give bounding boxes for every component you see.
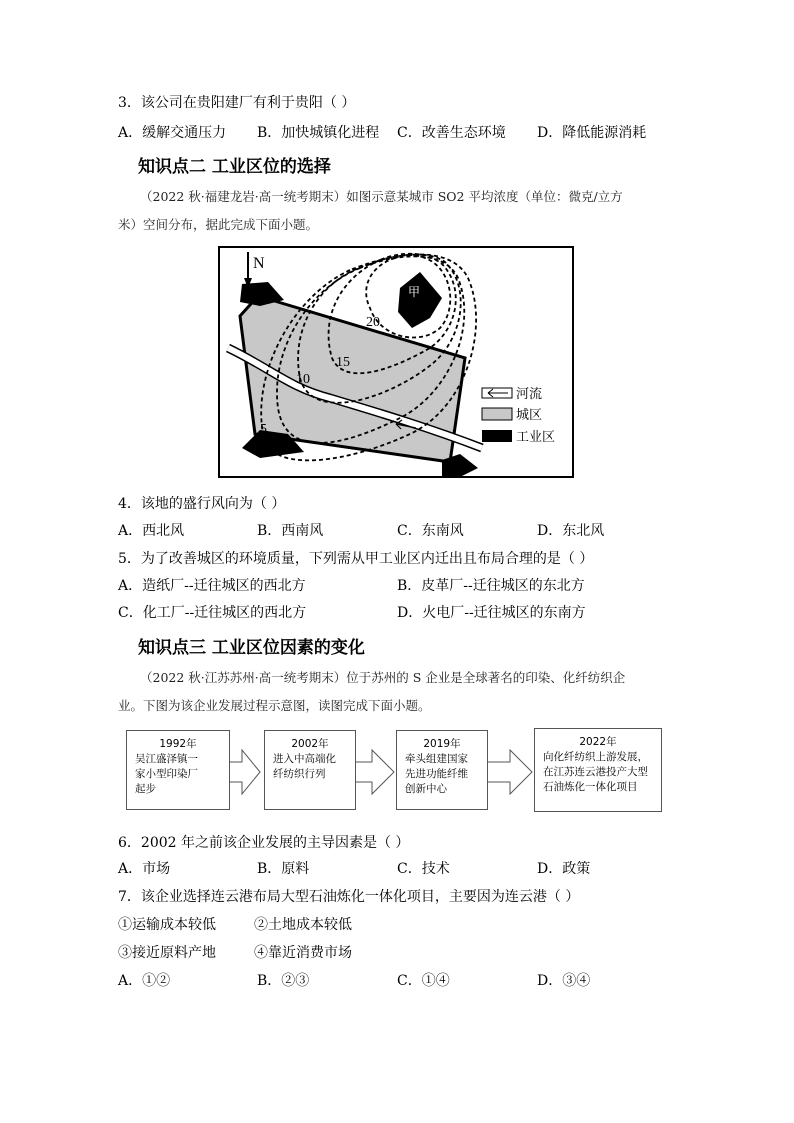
flow-arrow-2 — [352, 750, 394, 794]
q7-option-a: A．①② — [118, 973, 171, 989]
flow-step-2002-year: 2002年 — [291, 738, 329, 750]
q5-option-b: B．皮革厂--迁往城区的东北方 — [397, 578, 585, 594]
so2-map-figure — [218, 246, 574, 478]
flow-step-2019-line2: 先进功能纤维 — [405, 768, 468, 780]
section-2-intro-line1: （2022 秋·福建龙岩·高一统考期末）如图示意某城市 SO2 平均浓度（单位：微克/立方 — [140, 189, 623, 204]
legend-industrial: 工业区 — [516, 430, 556, 445]
factory-label-jia: 甲 — [408, 285, 421, 299]
section-3-title: 知识点三 工业区位因素的变化 — [138, 638, 365, 658]
flow-step-1992-line2: 家小型印染厂 — [135, 768, 198, 780]
flow-step-2019 — [396, 730, 488, 810]
q7-stem: 7．该企业选择连云港布局大型石油炼化一体化项目，主要因为连云港（ ） — [118, 889, 580, 905]
q4-option-a: A．西北风 — [118, 523, 185, 539]
q6-option-a: A．市场 — [118, 861, 171, 877]
q6-stem: 6．2002 年之前该企业发展的主导因素是（ ） — [118, 835, 410, 851]
q6-option-c: C．技术 — [397, 861, 450, 877]
q3-stem: 3．该公司在贵阳建厂有利于贵阳（ ） — [118, 95, 356, 111]
section-2-intro-line2: 米）空间分布，据此完成下面小题。 — [118, 217, 319, 232]
q7-item-2: ②土地成本较低 — [254, 917, 352, 933]
q7-item-1: ①运输成本较低 — [118, 917, 216, 933]
q7-item-4: ④靠近消费市场 — [254, 945, 352, 961]
q3-option-b: B．加快城镇化进程 — [257, 125, 380, 141]
q4-option-c: C．东南风 — [397, 523, 464, 539]
north-label: N — [253, 255, 265, 272]
flow-step-2022-line2: 在江苏连云港投产大型 — [543, 766, 648, 778]
flow-step-1992-year: 1992年 — [159, 738, 197, 750]
q5-option-d: D．火电厂--迁往城区的东南方 — [397, 605, 586, 621]
contour-label-5: 5 — [260, 422, 267, 437]
section-3-intro — [118, 664, 678, 720]
flow-step-2019-line1: 牵头组建国家 — [405, 753, 468, 765]
q7-option-b: B．②③ — [257, 973, 310, 989]
flow-step-1992-line3: 起步 — [135, 783, 156, 795]
q3-option-a: A．缓解交通压力 — [118, 125, 227, 141]
industrial-zone-jia — [398, 272, 442, 328]
flow-step-2022 — [534, 728, 662, 812]
so2-map-svg — [220, 248, 572, 476]
q4-option-d: D．东北风 — [537, 523, 605, 539]
q4-stem: 4．该地的盛行风向为（ ） — [118, 496, 286, 512]
contour-label-10: 10 — [296, 372, 310, 387]
section-2-title: 知识点二 工业区位的选择 — [138, 157, 331, 177]
flow-step-2022-line1: 向化纤纺织上游发展， — [543, 751, 648, 763]
flow-arrow-3 — [486, 750, 532, 794]
flow-step-1992 — [126, 730, 230, 810]
flow-step-2002-line1: 进入中高端化 — [273, 753, 336, 765]
section-2-intro — [118, 183, 678, 239]
q5-option-a: A．造纸厂--迁往城区的西北方 — [118, 578, 306, 594]
q3-option-c: C．改善生态环境 — [397, 125, 506, 141]
q4-option-b: B．西南风 — [257, 523, 324, 539]
q6-option-b: B．原料 — [257, 861, 310, 877]
q6-option-d: D．政策 — [537, 861, 591, 877]
q5-option-c: C．化工厂--迁往城区的西北方 — [118, 605, 307, 621]
map-legend — [482, 386, 555, 445]
flow-step-2022-year: 2022年 — [579, 736, 617, 748]
section-3-intro-line2: 业。下图为该企业发展过程示意图，读图完成下面小题。 — [118, 698, 431, 713]
q7-option-d: D．③④ — [537, 973, 591, 989]
legend-river: 河流 — [516, 387, 543, 402]
flow-step-1992-line1: 吴江盛泽镇一 — [135, 753, 198, 765]
section-3-intro-line1: （2022 秋·江苏苏州·高一统考期末）位于苏州的 S 企业是全球著名的印染、化纤纺织企 — [140, 670, 626, 685]
flow-step-2002 — [264, 730, 356, 810]
q7-item-3: ③接近原料产地 — [118, 945, 216, 961]
q7-option-c: C．①④ — [397, 973, 450, 989]
q3-option-d: D．降低能源消耗 — [537, 125, 647, 141]
flow-step-2019-year: 2019年 — [423, 738, 461, 750]
flow-step-2002-line2: 纤纺织行列 — [273, 768, 326, 780]
legend-city: 城区 — [516, 408, 543, 423]
flow-step-2019-line3: 创新中心 — [405, 783, 447, 795]
flow-step-2022-line3: 石油炼化一体化项目 — [543, 781, 638, 793]
contour-label-15: 15 — [336, 355, 350, 370]
q5-stem: 5．为了改善城区的环境质量，下列需从甲工业区内迁出且布局合理的是（ ） — [118, 551, 594, 567]
contour-label-20: 20 — [366, 315, 380, 330]
development-flow-diagram — [118, 724, 678, 820]
